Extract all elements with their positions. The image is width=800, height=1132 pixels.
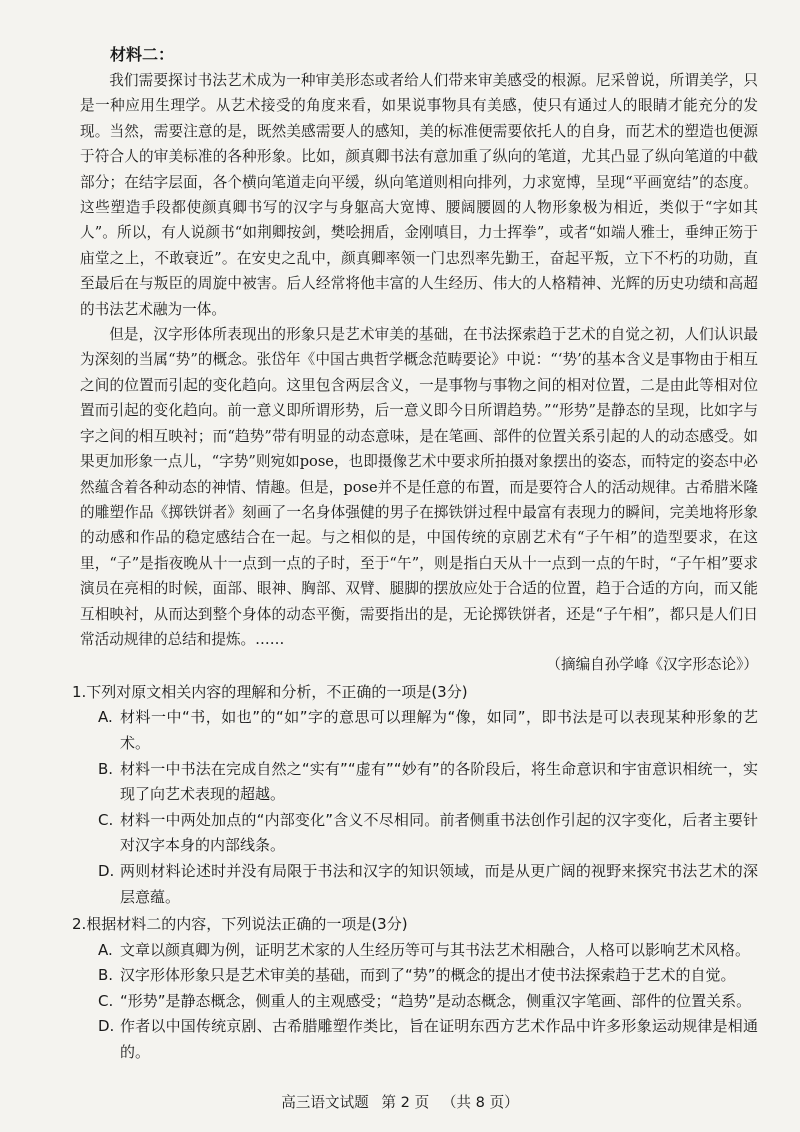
option-d bbox=[98, 859, 758, 910]
question-1 bbox=[72, 680, 758, 910]
option-c bbox=[98, 808, 758, 859]
paragraph-1: 我们需要探讨书法艺术成为一种审美形态或者给人们带来审美感受的根源。尼采曾说，所谓美学，只是一种应用生理学。从艺术接受的角度来看，如果说事物具有美感，使只有通过人的眼睛才能充分的发现。当然，需要注意的是，既然美感需要人的感知，美的标准便需要依托人的自身，而艺术的塑造也便源于符合人的审美标准的各种形象。比如，颜真卿书法有意加重了纵向的笔道，尤其凸显了纵向笔道的中截部分；在结字层面，各个横向笔道走向平缓，纵向笔道则相向排列，力求宽博，呈现“平画宽结”的态度。这些塑造手段都使颜真卿书写的汉字与身躯高大宽博、腰阔腰圆的人物形象极为相近，类似于“字如其人”。所以，有人说颜书“如荆卿按剑，樊哙拥盾，金刚嗔目，力士挥拳”，或者“如端人雅士，垂绅正笏于庙堂之上，不敢衰近”。在安史之乱中，颜真卿率领一门忠烈率先勤王，奋起平叛，立下不朽的功勋，直至最后在与叛臣的周旋中被害。后人经常将他丰富的人生经历、伟大的人格精神、光辉的历史功绩和高超的书法艺术融为一体。 bbox=[80, 72, 758, 318]
question-stem: 2.根据材料二的内容，下列说法正确的一项是(3分) bbox=[72, 915, 408, 934]
option-b bbox=[98, 757, 758, 808]
option-letter: B. bbox=[98, 966, 114, 985]
question-stem: 1.下列对原文相关内容的理解和分析，不正确的一项是(3分) bbox=[72, 682, 468, 701]
footer-page-number: 第 2 页 bbox=[381, 1094, 430, 1111]
option-letter: C. bbox=[98, 810, 114, 829]
option-d bbox=[98, 1014, 758, 1065]
option-text: 材料一中两处加点的“内部变化”含义不尽相同。前者侧重书法创作引起的汉字变化，后者主要针对汉字本身的内部线条。 bbox=[120, 810, 758, 855]
source-citation: （摘编自孙学峰《汉字形态论》） bbox=[546, 656, 758, 674]
option-letter: A. bbox=[98, 940, 113, 959]
option-letter: B. bbox=[98, 759, 114, 778]
option-text: 材料一中书法在完成自然之“实有”“虚有”“妙有”的各阶段后，将生命意识和宇宙意识相统一，实现了向艺术表现的超越。 bbox=[120, 759, 758, 804]
option-c bbox=[98, 989, 758, 1015]
option-a bbox=[98, 705, 758, 756]
option-letter: C. bbox=[98, 991, 114, 1010]
option-text: 汉字形体形象只是艺术审美的基础，而到了“势”的概念的提出才使书法探索趋于艺术的自觉。 bbox=[120, 966, 736, 985]
option-text: 作者以中国传统京剧、古希腊雕塑作类比，旨在证明东西方艺术作品中许多形象运动规律是相通的。 bbox=[120, 1017, 758, 1062]
question-2 bbox=[72, 912, 758, 1066]
option-b bbox=[98, 963, 758, 989]
footer-title: 高三语文试题 bbox=[281, 1094, 369, 1111]
option-letter: D. bbox=[98, 861, 115, 880]
footer-total-pages: （共 8 页） bbox=[441, 1094, 519, 1111]
option-letter: D. bbox=[98, 1017, 115, 1036]
option-text: 两则材料论述时并没有局限于书法和汉字的知识领域，而是从更广阔的视野来探究书法艺术的深层意蕴。 bbox=[120, 861, 758, 906]
section-title: 材料二： bbox=[110, 45, 175, 64]
option-letter: A. bbox=[98, 708, 113, 727]
option-a bbox=[98, 938, 758, 964]
option-text: 材料一中“书，如也”的“如”字的意思可以理解为“像，如同”，即书法是可以表现某种形象的艺术。 bbox=[120, 708, 758, 752]
option-text: 文章以颜真卿为例，证明艺术家的人生经历等可与其书法艺术相融合，人格可以影响艺术风格。 bbox=[120, 940, 751, 959]
page-footer bbox=[0, 1092, 800, 1114]
option-text: “形势”是静态概念，侧重人的主观感受；“趋势”是动态概念，侧重汉字笔画、部件的位置关系。 bbox=[120, 991, 752, 1010]
paragraph-2: 但是，汉字形体所表现出的形象只是艺术审美的基础，在书法探索趋于艺术的自觉之初，人们认识最为深刻的当属“势”的概念。张岱年《中国古典哲学概念范畴要论》中说：“‘势’的基本含义是事物由于相互之间的位置而引起的变化趋向。这里包含两层含义，一是事物与事物之间的相对位置，二是由此等相对位置而引起的变化趋向。前一意义即所谓形势，后一意义即今日所谓趋势。”“形势”是静态的呈现，比如字与字之间的相互映衬；而“趋势”带有明显的动态意味，是在笔画、部件的位置关系引起的人的动态感受。如果更加形象一点儿，“字势”则宛如pose，也即摄像艺术中要求所拍摄对象摆出的姿态，而特定的姿态中必然蕴含着各种动态的神情、情趣。但是，pose并不是任意的布置，而是要符合人的活动规律。古希腊米隆的雕塑作品《掷铁饼者》刻画了一名身体强健的男子在掷铁饼过程中最富有表现力的瞬间，完美地将形象的动感和作品的稳定感结合在一起。与之相似的是，中国传统的京剧艺术有“子午相”的造型要求，在这里，“子”是指夜晚从十一点到一点的子时，至于“午”，则是指白天从十一点到一点的午时，“子午相”要求演员在亮相的时候，面部、眼神、胸部、双臂、腿脚的摆放应处于合适的位置，趋于合适的方向，而又能互相映衬，从而达到整个身体的动态平衡，需要指出的是，无论掷铁饼者，还是“子午相”，都只是人们日常活动规律的总结和提炼。…… bbox=[80, 326, 758, 648]
